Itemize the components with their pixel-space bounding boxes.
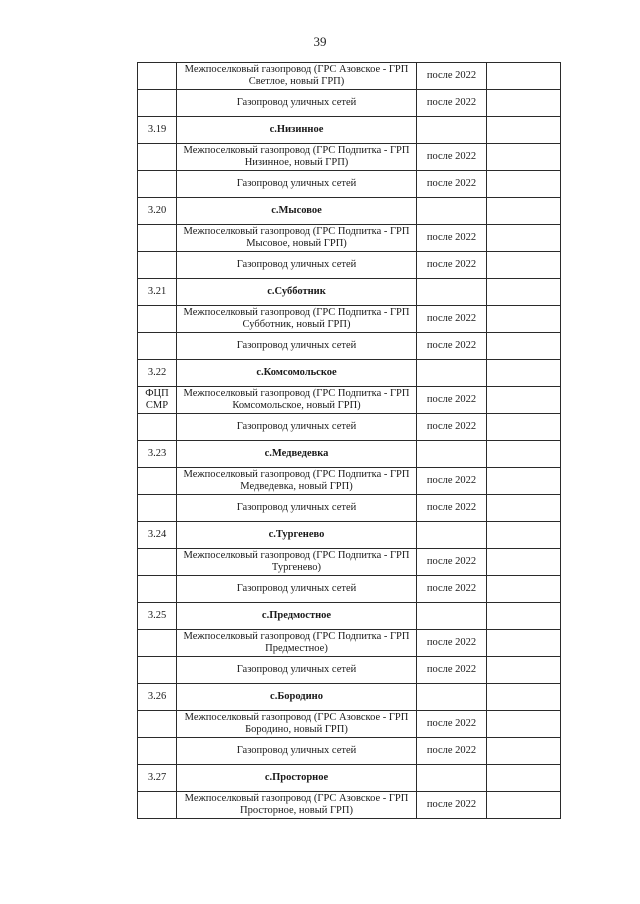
row-number-cell [138,549,177,576]
row-number-cell: 3.23 [138,441,177,468]
extra-cell [487,684,561,711]
extra-cell [487,117,561,144]
settlement-name-cell: с.Просторное [177,765,417,792]
deadline-cell: после 2022 [417,144,487,171]
table-row [138,657,561,684]
deadline-cell: после 2022 [417,495,487,522]
table-row [138,711,561,738]
table-row [138,792,561,819]
table-row [138,738,561,765]
extra-cell [487,63,561,90]
table-row [138,414,561,441]
row-number-cell: 3.21 [138,279,177,306]
section-row [138,522,561,549]
row-number-cell [138,225,177,252]
section-row [138,360,561,387]
object-description-cell: Межпоселковый газопровод (ГРС Азовское - ГРП Бородино, новый ГРП) [177,711,417,738]
deadline-cell [417,198,487,225]
row-number-cell [138,738,177,765]
row-number-cell: 3.20 [138,198,177,225]
extra-cell [487,333,561,360]
row-number-cell [138,306,177,333]
extra-cell [487,549,561,576]
extra-cell [487,792,561,819]
settlement-name-cell: с.Тургенево [177,522,417,549]
extra-cell [487,225,561,252]
deadline-cell [417,684,487,711]
object-description-cell: Межпоселковый газопровод (ГРС Подпитка - ГРП Комсомольское, новый ГРП) [177,387,417,414]
extra-cell [487,252,561,279]
section-row [138,765,561,792]
object-description-cell: Межпоселковый газопровод (ГРС Подпитка - ГРП Низинное, новый ГРП) [177,144,417,171]
deadline-cell: после 2022 [417,657,487,684]
extra-cell [487,495,561,522]
settlement-name-cell: с.Предмостное [177,603,417,630]
object-description-cell: Газопровод уличных сетей [177,576,417,603]
extra-cell [487,522,561,549]
row-number-cell [138,657,177,684]
row-number-cell [138,495,177,522]
object-description-cell: Межпоселковый газопровод (ГРС Подпитка - ГРП Мысовое, новый ГРП) [177,225,417,252]
extra-cell [487,360,561,387]
settlement-name-cell: с.Медведевка [177,441,417,468]
page-number: 39 [313,34,327,49]
table-row [138,306,561,333]
row-number-cell [138,468,177,495]
deadline-cell: после 2022 [417,252,487,279]
row-number-cell [138,63,177,90]
row-number-cell: 3.22 [138,360,177,387]
object-description-cell: Газопровод уличных сетей [177,414,417,441]
extra-cell [487,630,561,657]
row-number-cell [138,252,177,279]
row-number-cell [138,792,177,819]
object-description-cell: Межпоселковый газопровод (ГРС Азовское - ГРП Просторное, новый ГРП) [177,792,417,819]
object-description-cell: Газопровод уличных сетей [177,657,417,684]
section-row [138,603,561,630]
deadline-cell [417,279,487,306]
extra-cell [487,738,561,765]
deadline-cell: после 2022 [417,333,487,360]
deadline-cell [417,360,487,387]
deadline-cell: после 2022 [417,576,487,603]
deadline-cell: после 2022 [417,414,487,441]
deadline-cell: после 2022 [417,630,487,657]
settlement-name-cell: с.Субботник [177,279,417,306]
object-description-cell: Газопровод уличных сетей [177,738,417,765]
deadline-cell: после 2022 [417,792,487,819]
table-row [138,144,561,171]
settlement-name-cell: с.Низинное [177,117,417,144]
deadline-cell: после 2022 [417,387,487,414]
extra-cell [487,171,561,198]
extra-cell [487,198,561,225]
object-description-cell: Межпоселковый газопровод (ГРС Подпитка - ГРП Субботник, новый ГРП) [177,306,417,333]
object-description-cell: Газопровод уличных сетей [177,90,417,117]
table-body [138,63,561,819]
row-number-cell [138,414,177,441]
deadline-cell [417,765,487,792]
table-row [138,252,561,279]
table-row [138,549,561,576]
row-number-cell: 3.19 [138,117,177,144]
object-description-cell: Межпоселковый газопровод (ГРС Подпитка - ГРП Тургенево) [177,549,417,576]
object-description-cell: Газопровод уличных сетей [177,333,417,360]
row-number-cell: 3.25 [138,603,177,630]
table-row [138,495,561,522]
row-number-cell: 3.27 [138,765,177,792]
deadline-cell [417,603,487,630]
row-number-cell: 3.26 [138,684,177,711]
deadline-cell: после 2022 [417,90,487,117]
extra-cell [487,90,561,117]
object-description-cell: Межпоселковый газопровод (ГРС Подпитка - ГРП Предместное) [177,630,417,657]
extra-cell [487,603,561,630]
settlement-name-cell: с.Мысовое [177,198,417,225]
object-description-cell: Межпоселковый газопровод (ГРС Подпитка - ГРП Медведевка, новый ГРП) [177,468,417,495]
extra-cell [487,576,561,603]
deadline-cell: после 2022 [417,468,487,495]
deadline-cell [417,441,487,468]
deadline-cell [417,522,487,549]
row-number-cell: 3.24 [138,522,177,549]
row-number-cell [138,630,177,657]
deadline-cell: после 2022 [417,711,487,738]
row-number-cell [138,576,177,603]
section-row [138,279,561,306]
extra-cell [487,441,561,468]
deadline-cell: после 2022 [417,63,487,90]
extra-cell [487,468,561,495]
table-row [138,387,561,414]
row-number-cell [138,144,177,171]
extra-cell [487,387,561,414]
table-row [138,171,561,198]
table-row [138,63,561,90]
row-number-cell: ФЦП СМР [138,387,177,414]
table-row [138,468,561,495]
row-number-cell [138,90,177,117]
section-row [138,198,561,225]
section-row [138,684,561,711]
table-row [138,333,561,360]
row-number-cell [138,333,177,360]
deadline-cell: после 2022 [417,171,487,198]
object-description-cell: Газопровод уличных сетей [177,252,417,279]
extra-cell [487,306,561,333]
object-description-cell: Газопровод уличных сетей [177,171,417,198]
table-row [138,225,561,252]
object-description-cell: Межпоселковый газопровод (ГРС Азовское - ГРП Светлое, новый ГРП) [177,63,417,90]
settlement-name-cell: с.Комсомольское [177,360,417,387]
extra-cell [487,711,561,738]
extra-cell [487,657,561,684]
extra-cell [487,765,561,792]
deadline-cell: после 2022 [417,306,487,333]
deadline-cell [417,117,487,144]
extra-cell [487,144,561,171]
table-row [138,630,561,657]
section-row [138,441,561,468]
settlement-name-cell: с.Бородино [177,684,417,711]
extra-cell [487,414,561,441]
section-row [138,117,561,144]
extra-cell [487,279,561,306]
gas-pipeline-schedule-table [137,62,561,819]
deadline-cell: после 2022 [417,738,487,765]
deadline-cell: после 2022 [417,225,487,252]
table-row [138,90,561,117]
deadline-cell: после 2022 [417,549,487,576]
table-row [138,576,561,603]
row-number-cell [138,171,177,198]
object-description-cell: Газопровод уличных сетей [177,495,417,522]
row-number-cell [138,711,177,738]
